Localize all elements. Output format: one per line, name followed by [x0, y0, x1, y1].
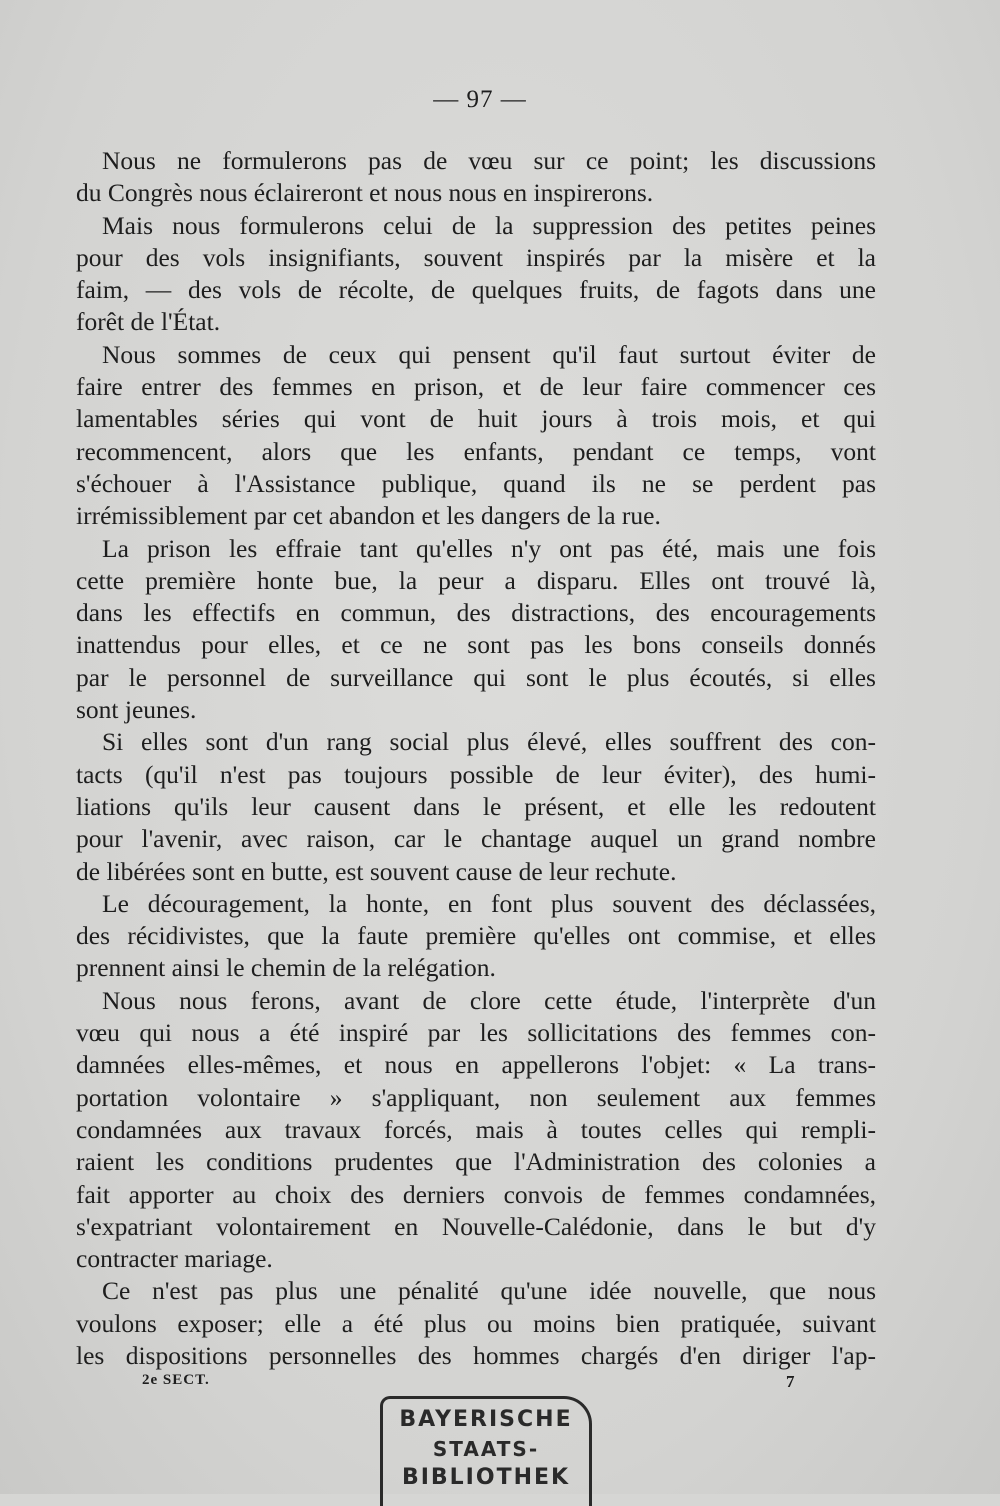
text-line: portation volontaire » s'appliquant, non seulement aux femmes	[76, 1082, 876, 1112]
stamp-line-2: STAATS-	[432, 1437, 540, 1461]
text-line: recommencent, alors que les enfants, pendant ce temps, vont	[76, 436, 876, 466]
text-line: fait apporter au choix des derniers convois de femmes condamnées,	[76, 1179, 876, 1209]
sheet-number: 7	[786, 1372, 795, 1391]
paragraph	[76, 145, 876, 210]
text-line: vœu qui nous a été inspiré par les sollicitations des femmes con-	[76, 1018, 876, 1048]
text-line: Nous nous ferons, avant de clore cette étude, l'interprète d'un	[102, 985, 876, 1015]
text-line: La prison les effraie tant qu'elles n'y ont pas été, mais une fois	[102, 533, 876, 563]
text-line: prennent ainsi le chemin de la relégation.	[76, 953, 496, 983]
text-line: liations qu'ils leur causent dans le présent, et elle les redoutent	[76, 791, 876, 821]
text-line: Le découragement, la honte, en font plus souvent des déclassées,	[102, 888, 876, 918]
text-line: inattendus pour elles, et ce ne sont pas les bons conseils donnés	[76, 630, 876, 660]
text-line: irrémissiblement par cet abandon et les dangers de la rue.	[76, 501, 661, 531]
text-line: par le personnel de surveillance qui sont le plus écoutés, si elles	[76, 662, 876, 692]
text-line: forêt de l'État.	[76, 307, 221, 337]
text-line: contracter mariage.	[76, 1244, 273, 1274]
paragraph	[76, 726, 876, 887]
paragraph	[76, 1275, 876, 1372]
text-line: s'expatriant volontairement en Nouvelle-Calédonie, dans le but d'y	[76, 1211, 876, 1241]
paragraph	[76, 985, 876, 1276]
text-line: damnées elles-mêmes, et nous en appellerons l'objet: « La trans-	[76, 1050, 876, 1080]
text-line: du Congrès nous éclaireront et nous nous en inspirerons.	[76, 178, 654, 208]
text-line: de libérées sont en butte, est souvent cause de leur rechute.	[76, 856, 677, 886]
library-stamp	[380, 1396, 592, 1506]
text-line: les dispositions personnelles des hommes chargés d'en diriger l'ap-	[76, 1340, 876, 1370]
text-line: sont jeunes.	[76, 695, 197, 725]
text-line: Nous ne formulerons pas de vœu sur ce point; les discussions	[102, 146, 876, 175]
text-line: Ce n'est pas plus une pénalité qu'une idée nouvelle, que nous	[102, 1276, 876, 1306]
text-line: lamentables séries qui vont de huit jours à trois mois, et qui	[76, 404, 876, 434]
text-line: des récidivistes, que la faute première qu'elles ont commise, et elles	[76, 921, 876, 951]
text-line: condamnées aux travaux forcés, mais à toutes celles qui rempli-	[76, 1114, 876, 1144]
text-line: tacts (qu'il n'est pas toujours possible de leur éviter), des humi-	[76, 759, 876, 789]
text-line: faim, — des vols de récolte, de quelques fruits, de fagots dans une	[76, 275, 876, 305]
paragraph	[76, 533, 876, 727]
paragraph	[76, 210, 876, 339]
text-line: Mais nous formulerons celui de la suppression des petites peines	[102, 210, 876, 240]
text-line: pour l'avenir, avec raison, car le chantage auquel un grand nombre	[76, 824, 876, 854]
signature-mark: 2e SECT.	[142, 1372, 210, 1388]
text-line: Nous sommes de ceux qui pensent qu'il faut surtout éviter de	[102, 339, 876, 369]
page-number: — 97 —	[433, 86, 527, 113]
stamp-line-1: BAYERISCHE	[399, 1407, 573, 1432]
paragraph	[76, 339, 876, 533]
paragraph	[76, 888, 876, 985]
text-line: raient les conditions prudentes que l'Administration des colonies a	[76, 1147, 876, 1177]
text-line: pour des vols insignifiants, souvent inspirés par la misère et la	[76, 242, 876, 272]
text-line: cette première honte bue, la peur a disparu. Elles ont trouvé là,	[76, 565, 876, 595]
stamp-line-3: BIBLIOTHEK	[401, 1465, 571, 1490]
text-line: faire entrer des femmes en prison, et de leur faire commencer ces	[76, 372, 876, 402]
body-text	[76, 145, 876, 1372]
text-line: Si elles sont d'un rang social plus élevé, elles souffrent des con-	[102, 727, 876, 757]
text-line: dans les effectifs en commun, des distractions, des encouragements	[76, 598, 876, 628]
text-line: voulons exposer; elle a été plus ou moins bien pratiquée, suivant	[76, 1308, 876, 1338]
text-line: s'échouer à l'Assistance publique, quand ils ne se perdent pas	[76, 468, 876, 498]
